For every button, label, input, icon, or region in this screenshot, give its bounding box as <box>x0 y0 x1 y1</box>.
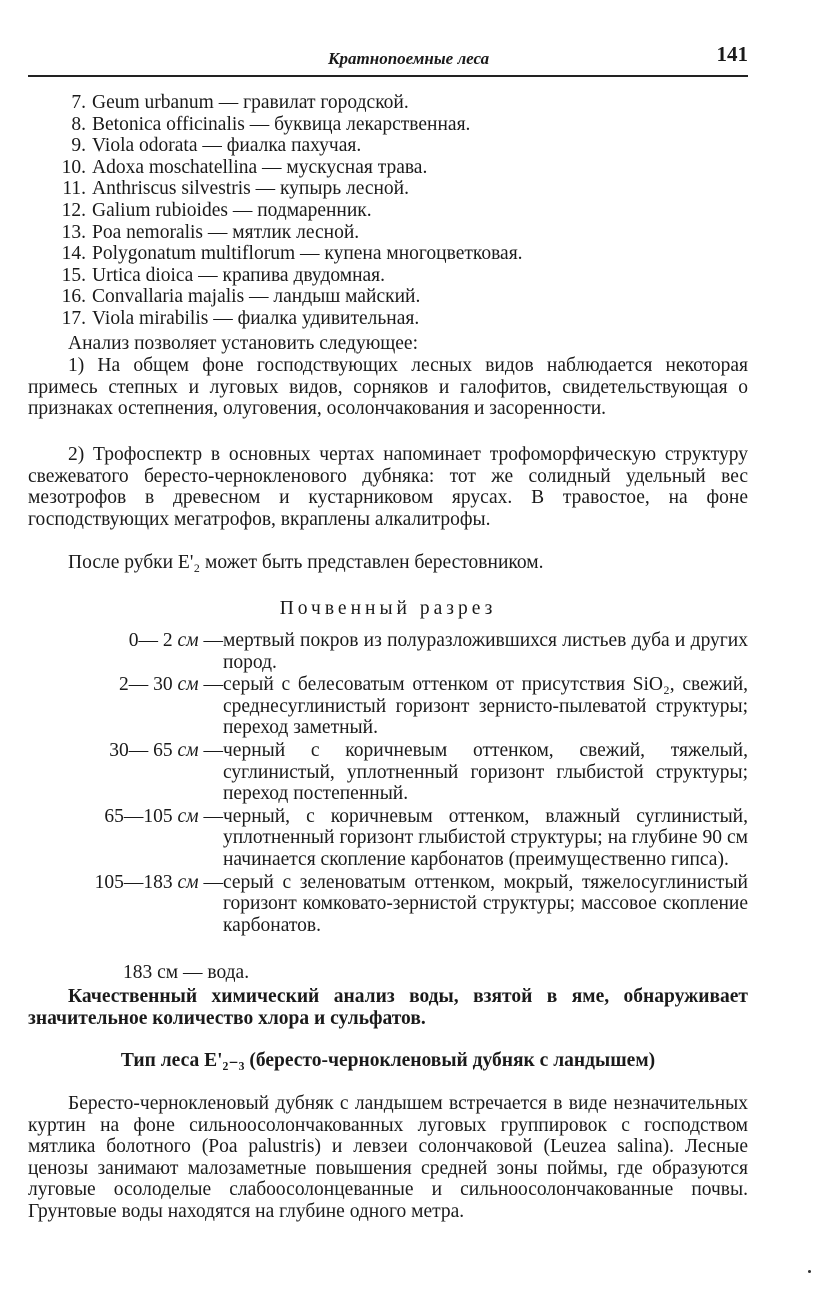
horizon-depth-range: 65—105 <box>104 805 173 827</box>
list-item-number: 9. <box>71 135 86 157</box>
horizon-depth-unit: см <box>177 805 199 827</box>
list-item-number: 16. <box>61 286 86 308</box>
horizon-depth-range: 30— 65 <box>109 739 173 761</box>
species-list <box>28 92 748 330</box>
list-item <box>28 286 748 308</box>
soil-horizon <box>28 806 748 871</box>
horizon-depth-range: 0— 2 <box>128 630 173 651</box>
list-item-text: Viola mirabilis — фиалка удивительная. <box>92 307 420 329</box>
horizon-depth-range: 2— 30 <box>119 674 173 696</box>
list-item-text: Adoxa moschatellina — мускусная трава. <box>92 156 428 178</box>
list-item-text: Urtica dioica — крапива двудомная. <box>92 264 386 286</box>
page-number: 141 <box>716 42 748 66</box>
soil-horizon <box>28 740 748 805</box>
horizon-depth: 65—105 см — <box>104 805 223 827</box>
horizon-description: мертвый покров из полуразложившихся листьев дуба и других пород. <box>223 630 748 673</box>
print-speck <box>808 1270 811 1273</box>
soil-section-title: Почвенный разрез <box>279 598 497 619</box>
soil-horizon <box>28 872 748 937</box>
list-item <box>28 243 748 265</box>
list-item <box>28 200 748 222</box>
horizon-depth: 30— 65 см — <box>109 739 223 761</box>
list-item-number: 11. <box>62 178 86 200</box>
horizon-description: серый с белесоватым оттенком от присутствия SiO₂, свежий, среднесуглинистый горизонт зернисто-пылеватой структуры; переход заметный. <box>223 674 748 739</box>
header-rule <box>28 75 748 77</box>
horizon-depth-unit: см <box>177 674 199 696</box>
list-item <box>28 308 748 330</box>
list-item-number: 15. <box>61 264 86 286</box>
list-item <box>28 135 748 157</box>
list-item-text: Betonica officinalis — буквица лекарственная. <box>92 113 471 135</box>
soil-profile <box>28 630 748 937</box>
horizon-depth: 0— 2 см — <box>128 630 223 651</box>
soil-horizon <box>28 674 748 739</box>
analysis-point-2: 2) Трофоспектр в основных чертах напоминает трофоморфическую структуру свежеватого бересто-чернокленового дубняка: тот же солидный удельный вес мезотрофов в древесном и кустарниковом ярусах. В травостое, на фоне господствующих мегатрофов, вкраплены алкалитрофы. <box>28 444 748 530</box>
forest-type-heading: Тип леса E'₂₋₃ (бересто-чернокленовый дубняк с ландышем) <box>120 1050 656 1071</box>
list-item-number: 7. <box>71 92 86 113</box>
after-felling-note: После рубки E'₂ может быть представлен берестовником. <box>68 552 544 573</box>
chemical-analysis-note: Качественный химический анализ воды, взятой в яме, обнаруживает значительное количество хлора и сульфатов. <box>28 986 748 1029</box>
list-item-text: Convallaria majalis — ландыш майский. <box>92 286 421 308</box>
list-item-number: 8. <box>71 113 86 135</box>
horizon-depth: 105—183 см — <box>94 871 223 893</box>
list-item-text: Poa nemoralis — мятлик лесной. <box>92 221 360 243</box>
horizon-depth-unit: см <box>177 630 199 651</box>
horizon-description: серый с зеленоватым оттенком, мокрый, тяжелосуглинистый горизонт комковато-зернистой структуры; массовое скопление карбонатов. <box>223 871 748 936</box>
list-item <box>28 92 748 114</box>
list-item-text: Galium rubioides — подмаренник. <box>92 199 372 221</box>
running-title: Кратнопоемные леса <box>328 49 490 68</box>
list-item-number: 14. <box>61 243 86 265</box>
list-item <box>28 265 748 287</box>
list-item-text: Viola odorata — фиалка пахучая. <box>92 135 362 157</box>
list-item <box>28 222 748 244</box>
horizon-depth-range: 105—183 <box>94 871 173 893</box>
page-header <box>28 44 748 74</box>
horizon-description: черный, с коричневым оттенком, влажный суглинистый, уплотненный горизонт глыбистой структуры; на глубине 90 см начинается скопление карбонатов (преимущественно гипса). <box>223 805 748 870</box>
list-item-text: Anthriscus silvestris — купырь лесной. <box>92 178 409 200</box>
horizon-depth-unit: см <box>177 739 199 761</box>
horizon-depth-unit: см <box>177 871 199 893</box>
list-item-text: Polygonatum multiflorum — купена многоцветковая. <box>92 243 523 265</box>
list-item <box>28 178 748 200</box>
list-item-number: 12. <box>61 199 86 221</box>
list-item-number: 17. <box>61 307 86 329</box>
analysis-intro: Анализ позволяет установить следующее: <box>68 333 419 354</box>
list-item <box>28 157 748 179</box>
list-item-number: 13. <box>61 221 86 243</box>
horizon-description: черный с коричневым оттенком, свежий, тяжелый, суглинистый, уплотненный горизонт глыбистой структуры; переход постепенный. <box>223 739 748 805</box>
analysis-point-1: 1) На общем фоне господствующих лесных видов наблюдается некоторая примесь степных и луговых видов, сорняков и галофитов, свидетельствующая о признаках остепнения, олуговения, осолончакования и засоренности. <box>28 355 748 420</box>
list-item <box>28 114 748 136</box>
list-item-number: 10. <box>61 156 86 178</box>
list-item-text: Geum urbanum — гравилат городской. <box>92 92 409 113</box>
forest-type-description: Бересто-чернокленовый дубняк с ландышем встречается в виде незначительных куртин на фоне сильноосолончакованных луговых группировок с господством мятлика болотного (Poa palustris) и левзеи солончаковой (Leuzea salina). Лесные ценозы занимают малозаметные повышения средней зоны поймы, где образуются луговые осолоделые слабоосолонцеванные и сильноосолончакованные почвы. Грунтовые воды находятся на глубине одного метра. <box>28 1093 748 1222</box>
water-level-line: 183 см — вода. <box>123 962 250 983</box>
horizon-depth: 2— 30 см — <box>119 674 223 696</box>
soil-horizon <box>28 630 748 673</box>
